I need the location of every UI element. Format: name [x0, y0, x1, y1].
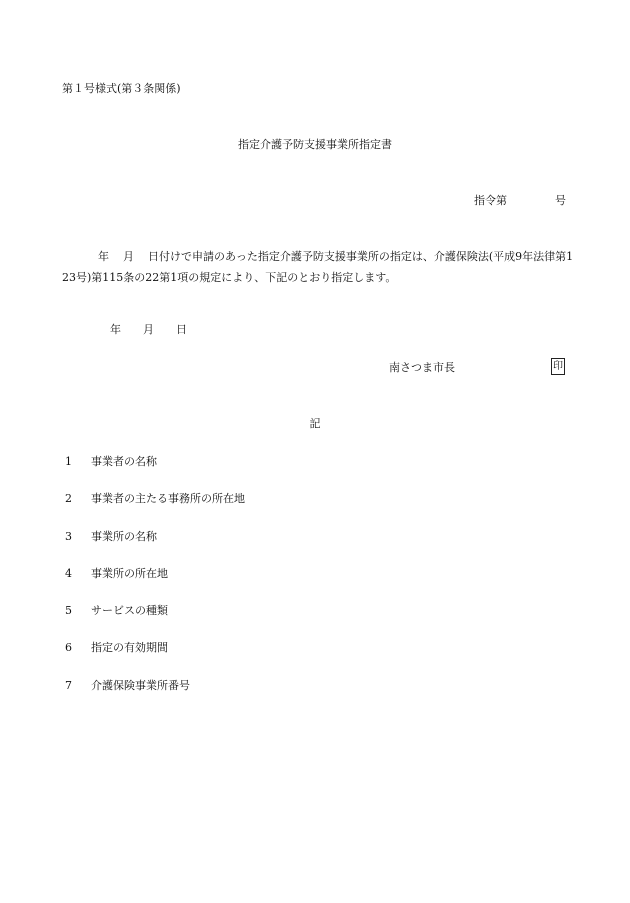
form-number-label: 第１号様式(第３条関係) — [62, 82, 181, 95]
body-text: 付けで申請のあった指定介護予防支援事業所の指定は、介護保険法(平成9年法律第123号)第115条の22第1項の規定により、下記のとおり指定します。 — [62, 250, 574, 284]
list-item — [62, 491, 245, 528]
date-month-unit: 月 — [143, 323, 154, 336]
list-item — [62, 678, 245, 715]
item-label: 指定の有効期間 — [91, 641, 168, 655]
seal-box: 印 — [551, 358, 565, 375]
item-number: 4 — [65, 566, 72, 580]
item-label: サービスの種類 — [91, 604, 168, 618]
item-number: 7 — [65, 678, 72, 692]
item-label: 事業所の名称 — [91, 529, 157, 543]
reference-number — [474, 193, 566, 208]
list-item — [62, 566, 245, 603]
item-label: 事業者の主たる事務所の所在地 — [91, 492, 245, 506]
list-item — [62, 529, 245, 566]
ki-heading: 記 — [309, 417, 321, 430]
item-label: 介護保険事業所番号 — [91, 678, 190, 692]
issue-date — [110, 322, 187, 337]
body-month-unit: 月 — [123, 250, 134, 263]
signer-name: 南さつま市長 — [389, 361, 455, 374]
item-list — [62, 454, 245, 715]
list-item — [62, 454, 245, 491]
list-item — [62, 640, 245, 677]
item-label: 事業者の名称 — [91, 455, 157, 468]
body-day-unit: 日 — [148, 250, 159, 263]
date-year-unit: 年 — [110, 323, 121, 336]
body-year-unit: 年 — [98, 250, 109, 263]
date-day-unit: 日 — [176, 323, 187, 336]
list-item — [62, 603, 245, 640]
item-number: 3 — [65, 529, 72, 543]
body-paragraph — [62, 246, 577, 288]
item-number: 1 — [65, 455, 72, 468]
item-number: 6 — [65, 641, 72, 655]
item-number: 2 — [65, 492, 72, 506]
item-number: 5 — [65, 604, 72, 618]
item-label: 事業所の所在地 — [91, 566, 168, 580]
reference-suffix: 号 — [555, 194, 566, 207]
reference-prefix: 指令第 — [474, 194, 507, 207]
document-title: 指定介護予防支援事業所指定書 — [238, 138, 392, 151]
